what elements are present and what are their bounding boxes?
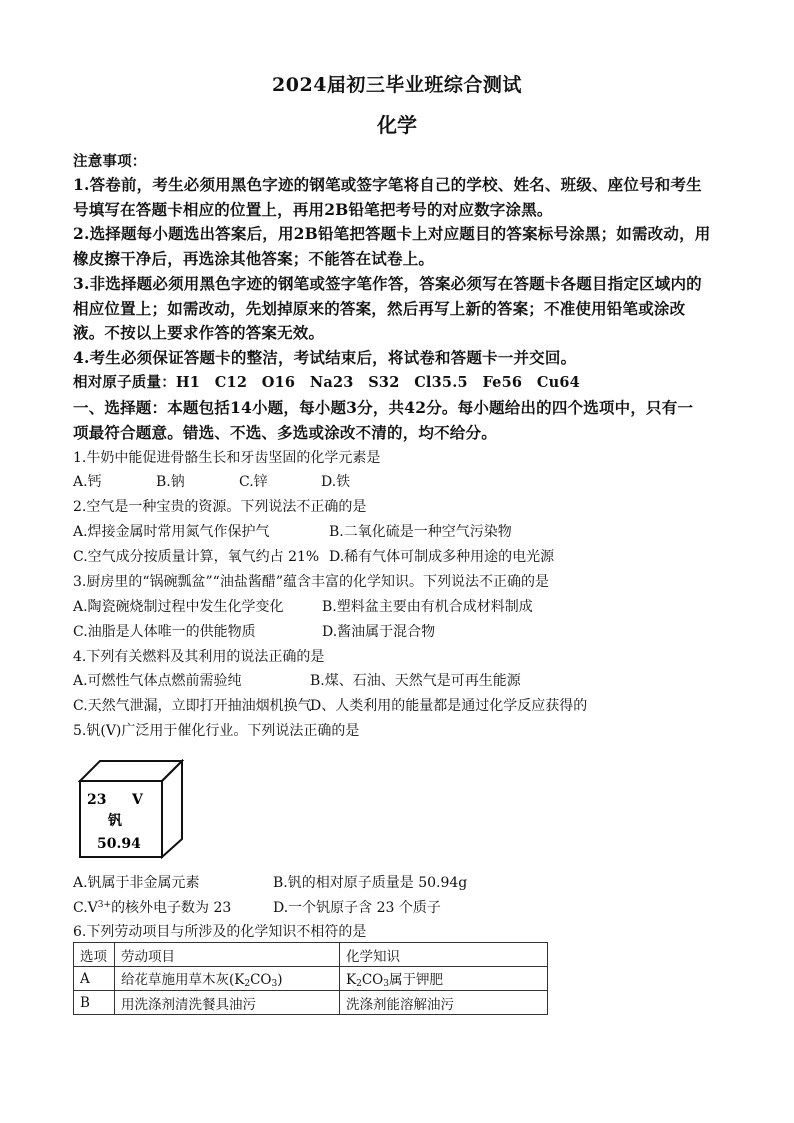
notice-line: 4.考生必须保证答题卡的整洁，考试结束后，将试卷和答题卡一并交回。 [73,348,577,367]
q2-option-d: D.稀有气体可制成多种用途的电光源 [329,549,555,565]
text-part: 给花草施用草木灰(K [121,972,245,988]
table-row [74,991,548,1015]
notice-line: 相应位置上；如需改动，先划掉原来的答案，然后再写上新的答案；不准使用铅笔或涂改 [73,299,686,318]
question-6-stem: 6.下列劳动项目与所涉及的化学知识不相符的是 [73,924,367,940]
q5-option-c [73,897,231,917]
q2-option-c: C.空气成分按质量计算，氧气约占 21% [73,549,320,565]
element-number: 23 [87,792,107,808]
q1-option-a: A.钙 [73,474,102,490]
q3-option-b: B.塑料盆主要由有机合成材料制成 [322,599,533,615]
table-row [74,967,548,991]
q5-option-a: A.钒属于非金属元素 [73,875,200,891]
row-key: B [74,991,115,1015]
q1-option-c: C.锌 [239,474,268,490]
element-cube-drawing [78,759,184,859]
notice-heading: 注意事项： [73,153,147,170]
q5-option-c-rest: 的核外电子数为 23 [111,900,232,916]
element-cell-figure [78,759,184,859]
question-3-stem: 3.厨房里的“锅碗瓢盆”“油盐酱醋”蕴含丰富的化学知识。下列说法不正确的是 [73,574,549,590]
q2-option-b: B.二氧化硫是一种空气污染物 [329,524,512,540]
q5-option-d: D.一个钒原子含 23 个质子 [273,900,441,916]
q1-option-d: D.铁 [321,474,351,490]
text-part: 属于钾肥 [388,972,443,988]
text-part: ) [277,972,283,988]
atomic-mass-line: 相对原子质量：H1 C12 O16 Na23 S32 Cl35.5 Fe56 Cu64 [73,374,580,391]
header-labor-item: 劳动项目 [115,943,340,967]
subscript: 2 [356,979,362,989]
element-symbol: V [132,792,143,808]
subscript: 3 [383,979,389,989]
section-heading: 项最符合题意。错选、不选、多选或涂改不清的，均不给分。 [73,423,497,442]
row-labor-item [115,967,340,991]
subject-title: 化学 [377,113,417,137]
notice-line: 3.非选择题必须用黑色字迹的钢笔或签字笔作答，答案必须写在答题卡各题目指定区域内的 [73,274,702,293]
exam-title: 2024届初三毕业班综合测试 [272,74,522,96]
q3-option-d: D.酱油属于混合物 [322,624,436,640]
row-chem-knowledge [340,967,548,991]
header-chem-knowledge: 化学知识 [340,943,548,967]
q3-option-a: A.陶瓷碗烧制过程中发生化学变化 [73,599,284,615]
notice-line: 2.选择题每小题选出答案后，用2B铅笔把答题卡上对应题目的答案标号涂黑；如需改动，用 [73,224,711,243]
q1-option-b: B.钠 [156,474,185,490]
text-part: CO [361,972,384,988]
text-part: K [346,972,357,988]
element-mass: 50.94 [97,836,141,852]
header-option: 选项 [74,943,115,967]
q3-option-c: C.油脂是人体唯一的供能物质 [73,624,256,640]
row-chem-knowledge: 洗涤剂能溶解油污 [340,991,548,1015]
q2-option-a: A.焊接金属时常用氮气作保护气 [73,524,270,540]
notice-line: 液。不按以上要求作答的答案无效。 [73,323,325,342]
row-labor-item: 用洗涤剂清洗餐具油污 [115,991,340,1015]
notice-line: 1.答卷前，考生必须用黑色字迹的钢笔或签字笔将自己的学校、姓名、班级、座位号和考生 [73,175,702,194]
question-5-stem: 5.钒(V)广泛用于催化行业。下列说法正确的是 [73,723,360,739]
q6-table [73,942,548,1015]
element-name: 钒 [108,813,122,829]
question-4-stem: 4.下列有关燃料及其利用的说法正确的是 [73,649,325,665]
notice-line: 号填写在答题卡相应的位置上，再用2B铅笔把考号的对应数字涂黑。 [73,200,553,219]
q4-option-a: A.可燃性气体点燃前需验纯 [73,673,242,689]
table-header-row [74,943,548,967]
row-key: A [74,967,115,991]
q4-option-d: D、人类利用的能量都是通过化学反应获得的 [310,698,588,714]
text-part: CO [250,972,272,988]
subscript: 3 [271,979,278,989]
notice-line: 橡皮擦干净后，再选涂其他答案；不能答在试卷上。 [73,249,435,268]
question-2-stem: 2.空气是一种宝贵的资源。下列说法不正确的是 [73,499,367,515]
section-heading: 一、选择题：本题包括14小题，每小题3分，共42分。每小题给出的四个选项中，只有一 [73,398,694,417]
q4-option-c: C.天然气泄漏，立即打开抽油烟机换气 [73,698,312,714]
charge-superscript: 3+ [97,900,112,910]
q5-option-b: B.钒的相对原子质量是 50.94g [273,875,468,891]
q5-option-c-prefix: C.V [73,900,98,916]
question-1-stem: 1.牛奶中能促进骨骼生长和牙齿坚固的化学元素是 [73,450,381,466]
q4-option-b: B.煤、石油、天然气是可再生能源 [310,673,521,689]
subscript: 2 [244,979,251,989]
